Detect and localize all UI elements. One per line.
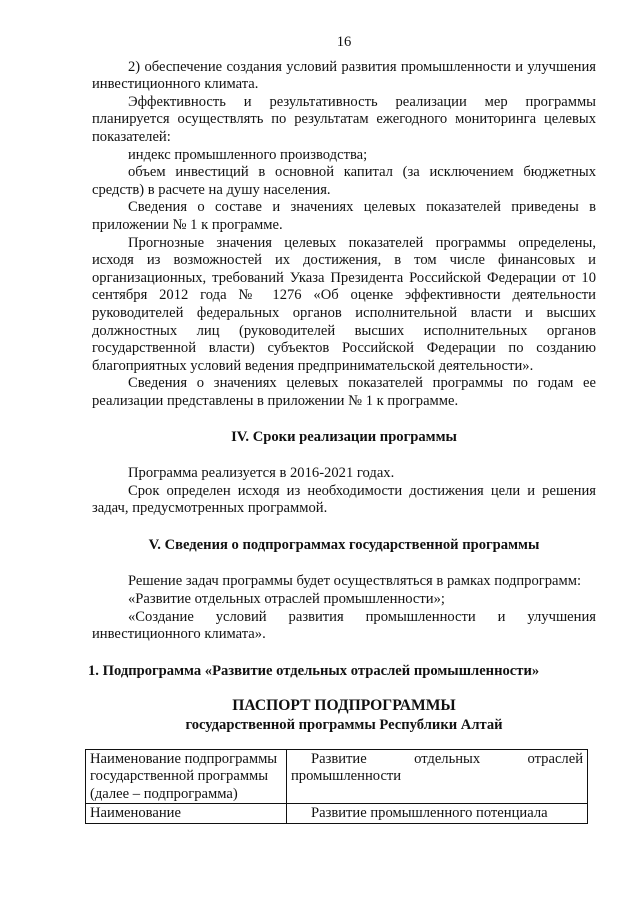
paragraph: Решение задач программы будет осуществляться в рамках подпрограмм: [128,573,582,590]
page-number: 16 [336,34,352,50]
document-page [88,34,596,824]
table-cell-label: Наименование [86,804,287,824]
paragraph: Сведения о составе и значениях целевых показателей приведены в приложении № 1 к программе. [92,199,596,233]
paragraph: Прогнозные значения целевых показателей программы определены, исходя из возможностей их достижения, в том числе финансовых и организационных, требований Указа Президента Российской Федерации от 10 сентября 2012 года № 1276 «Об оценке эффективности деятельности руководителей федеральных органов исполнительной власти и высших должностных лиц (руководителей высших исполнительных органов государственной власти) субъектов Российской Федерации по созданию благоприятных условий ведения предпринимательской деятельности». [92,234,596,374]
paragraph: «Развитие отдельных отраслей промышленности»; [128,591,445,608]
paragraph: Эффективность и результативность реализации мер программы планируется осуществлять по результатам ежегодного мониторинга целевых показателей: [92,93,596,145]
passport-table [85,749,588,824]
table-row [86,749,588,804]
paragraph: 2) обеспечение создания условий развития промышленности и улучшения инвестиционного климата. [92,58,596,93]
table-cell-value: Развитие отдельных отраслей промышленности [287,749,588,804]
section-heading-v: V. Сведения о подпрограммах государственной программы [148,536,540,553]
paragraph: Сведения о значениях целевых показателей программы по годам ее реализации представлены в приложении № 1 к программе. [92,375,596,409]
passport-subtitle: государственной программы Республики Алтай [185,717,503,733]
paragraph: индекс промышленного производства; [128,146,368,163]
table-cell-value: Развитие промышленного потенциала [287,804,588,824]
paragraph: Программа реализуется в 2016-2021 годах. [128,465,395,482]
paragraph: Срок определен исходя из необходимости достижения цели и решения задач, предусмотренных программой. [92,482,596,517]
paragraph: «Создание условий развития промышленности и улучшения инвестиционного климата». [92,608,596,643]
paragraph: объем инвестиций в основной капитал (за исключением бюджетных средств) в расчете на душу населения. [92,164,596,198]
section-heading-iv: IV. Сроки реализации программы [231,429,457,446]
passport-title: ПАСПОРТ ПОДПРОГРАММЫ [232,697,456,715]
table-row [86,804,588,824]
table-cell-label: Наименование подпрограммы государственной программы (далее – подпрограмма) [86,749,287,804]
subprogram-heading: 1. Подпрограмма «Развитие отдельных отраслей промышленности» [88,662,540,679]
